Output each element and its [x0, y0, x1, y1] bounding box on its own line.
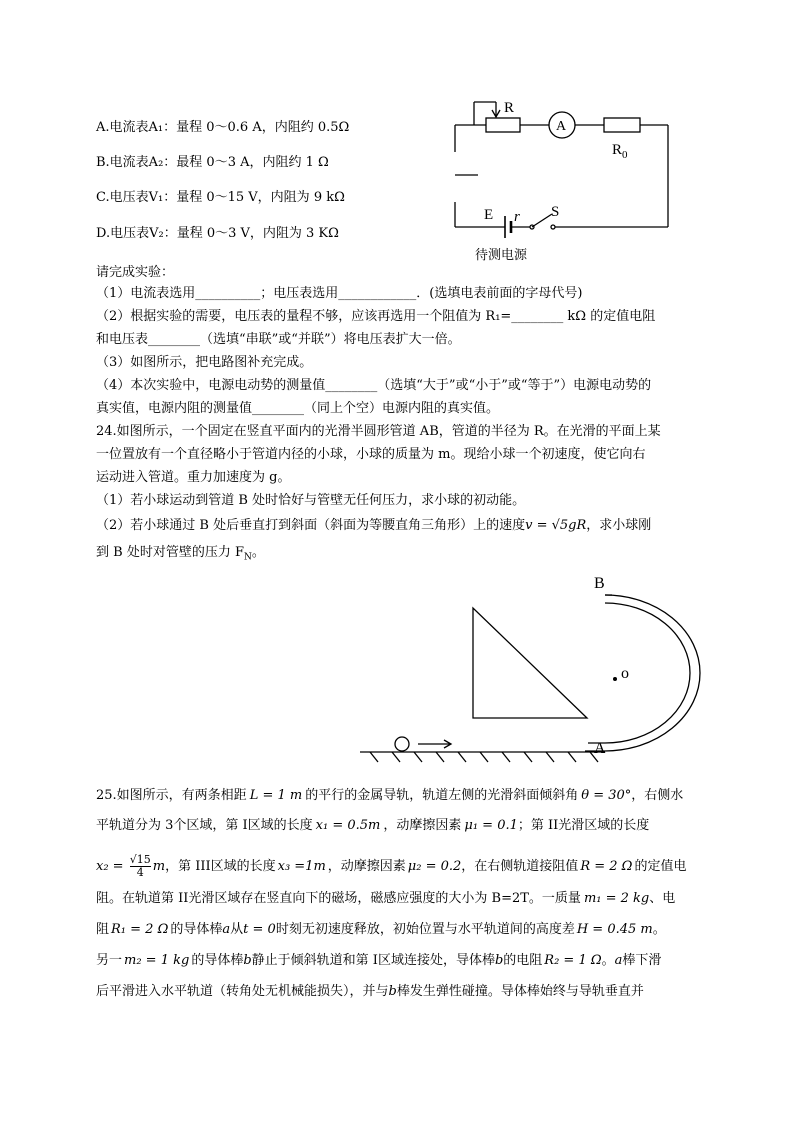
- option-d: D.电压表V₂：量程 0～3 V，内阻为 3 KΩ: [96, 226, 339, 241]
- r0-label: $R_0$: [612, 142, 628, 161]
- q25-line-5: 阻 R₁ = 2 Ω 的导体棒a从t = 0时刻无初速度释放，初始位置与水平轨道间的高度差 H = 0.45 m。: [96, 922, 666, 937]
- center-point: [613, 677, 617, 681]
- emf-label: E: [484, 207, 494, 223]
- q23-line-5: （4）本次实验中，电源电动势的测量值________（选填“大于”或“小于”或“等于”）电源电动势的: [96, 378, 652, 393]
- q24-line-4: （1）若小球运动到管道 B 处时恰好与管壁无任何压力，求小球的初动能。: [96, 493, 526, 508]
- q23-line-1: （1）电流表选用__________；电压表选用____________．(选填电表前面的字母代号): [96, 286, 583, 301]
- q23-line-6: 真实值，电源内阻的测量值________（同上个空）电源内阻的真实值。: [96, 401, 500, 416]
- q23-line-2: （2）根据实验的需要，电压表的量程不够，应该再选用一个阻值为 R₁=________ kΩ 的定值电阻: [96, 309, 656, 324]
- q25-line-2: 平轨道分为 3个区域，第 I区域的长度 x₁ = 0.5m ，动摩擦因素 μ₁ = 0.1；第 II光滑区域的长度: [96, 818, 650, 833]
- speed-formula: v = √5gR: [525, 518, 587, 533]
- option-a: A.电流表A₁：量程 0～0.6 A，内阻约 0.5Ω: [96, 120, 350, 135]
- q24-line-2: 一位置放有一个直径略小于管道内径的小球，小球的质量为 m。现给小球一个初速度，使它向右: [96, 447, 646, 462]
- q23-line-3: 和电压表________（选填“串联”或“并联”）将电压表扩大一倍。: [96, 332, 461, 347]
- ammeter-label: A: [556, 119, 567, 134]
- q25-line-1: 25.如图所示，有两条相距 L = 1 m 的平行的金属导轨，轨道左侧的光滑斜面倾斜角 θ = 30°，右侧水: [96, 788, 684, 803]
- q23-line-4: （3）如图所示，把电路图补充完成。: [96, 355, 313, 370]
- option-b: B.电流表A₂：最程 0～3 A，内阻约 1 Ω: [96, 155, 329, 170]
- point-o-label: o: [621, 665, 629, 682]
- point-a-label: A: [594, 740, 606, 757]
- internal-resistance-label: r: [514, 209, 520, 225]
- q24-figure: [350, 570, 710, 780]
- switch-label: S: [551, 204, 560, 220]
- q25-line-4: 阻。在轨道第 II光滑区域存在竖直向下的磁场，磁感应强度的大小为 B=2T。一质量 m₁ = 2 kg、电: [96, 891, 676, 906]
- q24-line-6: 到 B 处时对管壁的压力 $F_N$。: [96, 545, 265, 563]
- q25-line-3: x₂ = $\frac{√15}{4}$ m，第 III区域的长度 x₃ =1m ，动摩擦因素 μ₂ = 0.2，在右侧轨道接阻值 R = 2 Ω 的定值电: [96, 853, 687, 879]
- q24-line-1: 24.如图所示，一个固定在竖直平面内的光滑半圆形管道 AB，管道的半径为 R。在光滑的平面上某: [96, 424, 661, 439]
- q25-line-6: 另一 m₂ = 1 kg 的导体棒b静止于倾斜轨道和第 I区域连接处，导体棒b的电阻 R₂ = 1 Ω。a棒下滑: [96, 953, 662, 968]
- circuit-caption: 待测电源: [475, 248, 528, 263]
- q25-line-7: 后平滑进入水平轨道（转角处无机械能损失），并与b棒发生弹性碰撞。导体棒始终与导轨垂直并: [96, 984, 644, 999]
- circuit-diagram: [440, 90, 680, 270]
- rheostat-label: R: [504, 100, 515, 116]
- q24-line-3: 运动进入管道。重力加速度为 g。: [96, 470, 291, 485]
- point-b-label: B: [594, 575, 605, 592]
- q23-prompt: 请完成实验：: [96, 265, 175, 280]
- q24-line-5: （2）若小球通过 B 处后垂直打到斜面（斜面为等腰直角三角形）上的速度v = √5gR，求小球刚: [96, 518, 652, 533]
- option-c: C.电压表V₁：量程 0～15 V，内阻为 9 kΩ: [96, 190, 345, 205]
